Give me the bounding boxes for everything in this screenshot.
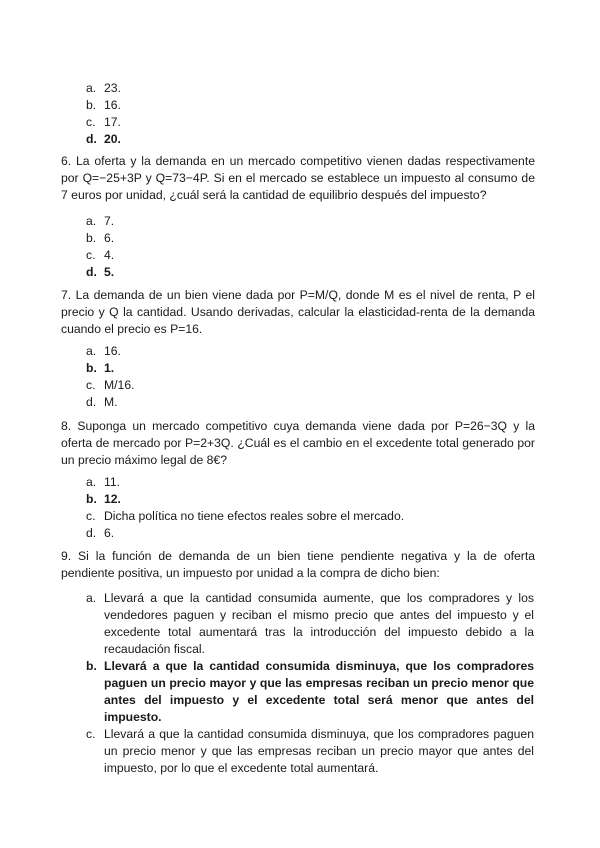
q8-option-d: d. 6.	[86, 526, 115, 540]
q6-option-a: a. 7.	[86, 214, 115, 228]
question-6-text: 6. La oferta y la demanda en un mercado competitivo vienen dadas respectivamente por Q=−25+3P y Q=73−4P. Si en el mercado se establece un impuesto al consumo de 7 euros por unidad, ¿cuál será la cantidad de equilibrio después del impuesto?	[61, 154, 535, 202]
q6-option-b: b. 6.	[86, 231, 115, 245]
q9-options	[86, 590, 534, 777]
q9-option-b-correct: b. Llevará a que la cantidad consumida disminuya, que los compradores paguen un precio mayor y que las empresas reciban un precio menor que antes del impuesto y el excedente total será menor que antes del impuesto.	[86, 659, 534, 724]
q7-option-c: c. M/16.	[86, 378, 135, 392]
q5-option-c: c. 17.	[86, 115, 121, 129]
q7-option-b-correct: b. 1.	[86, 361, 115, 375]
q5-option-a: a. 23.	[86, 81, 121, 95]
q8-option-b-correct: b. 12.	[86, 492, 121, 506]
q8-option-c: c. Dicha política no tiene efectos reales sobre el mercado.	[86, 509, 405, 523]
q8-options	[86, 474, 404, 542]
q5-options	[86, 80, 121, 148]
q6-options	[86, 213, 114, 281]
q7-options	[86, 343, 134, 411]
question-7-text: 7. La demanda de un bien viene dada por P=M/Q, donde M es el nivel de renta, P el precio y Q la cantidad. Usando derivadas, calcular la elasticidad-renta de la demanda cuando el precio es P=16.	[61, 288, 535, 336]
q9-option-a: a. Llevará a que la cantidad consumida aumente, que los compradores y los vendedores paguen y reciban el mismo precio que antes del impuesto y el excedente total aumentará tras la introducción del impuesto debido a la recaudación fiscal.	[86, 591, 534, 656]
q7-option-a: a. 16.	[86, 344, 121, 358]
question-9-text: 9. Si la función de demanda de un bien tiene pendiente negativa y la de oferta pendiente positiva, un impuesto por unidad a la compra de dicho bien:	[61, 549, 535, 580]
q6-option-c: c. 4.	[86, 248, 115, 262]
q6-option-d-correct: d. 5.	[86, 265, 115, 279]
q7-option-d: d. M.	[86, 395, 118, 409]
q9-option-c: c. Llevará a que la cantidad consumida disminuya, que los compradores paguen un precio menor y que las empresas reciban un precio mayor que antes del impuesto, por lo que el excedente total aumentará.	[86, 727, 534, 775]
question-8-text: 8. Suponga un mercado competitivo cuya demanda viene dada por P=26−3Q y la oferta de mercado por P=2+3Q. ¿Cuál es el cambio en el excedente total generado por un precio máximo legal de 8€?	[61, 419, 535, 467]
q8-option-a: a. 11.	[86, 475, 121, 489]
q5-option-b: b. 16.	[86, 98, 121, 112]
q5-option-d-correct: d. 20.	[86, 132, 121, 146]
